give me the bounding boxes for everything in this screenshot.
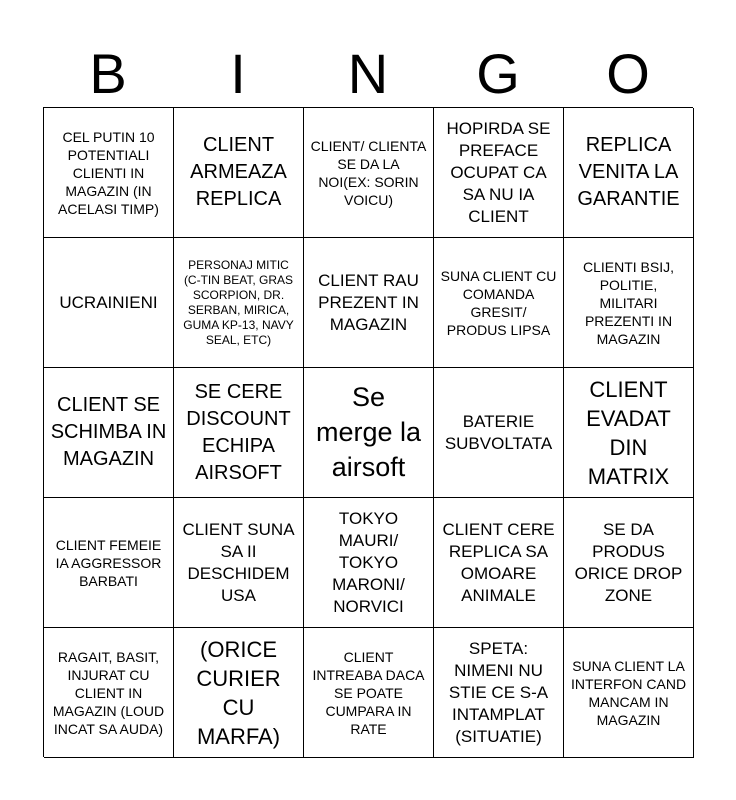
cell-text: CLIENT FEMEIE IA AGGRESSOR BARBATI bbox=[55, 536, 162, 589]
bingo-cell[interactable] bbox=[44, 628, 174, 758]
cell-text: SE CERE DISCOUNT ECHIPA AIRSOFT bbox=[186, 380, 291, 484]
cell-text: BATERIE SUBVOLTATA bbox=[444, 411, 553, 453]
bingo-header bbox=[43, 42, 693, 106]
cell-text: PERSONAJ MITIC (C-TIN BEAT, GRAS SCORPION, DR. SERBAN, MIRICA, GUMA KP-13, NAVY SEAL, ETC) bbox=[183, 257, 294, 347]
cell-text: CLIENT SE SCHIMBA IN MAGAZIN bbox=[50, 394, 167, 470]
cell-text: UCRAINIENI bbox=[59, 292, 158, 312]
cell-text: CLIENT/ CLIENTA SE DA LA NOI(EX: SORIN VOICU) bbox=[310, 137, 427, 208]
cell-text: SUNA CLIENT LA INTERFON CAND MANCAM IN MAGAZIN bbox=[570, 657, 687, 728]
bingo-cell[interactable] bbox=[304, 498, 434, 628]
bingo-cell[interactable] bbox=[44, 368, 174, 498]
bingo-cell[interactable] bbox=[304, 238, 434, 368]
bingo-cell[interactable] bbox=[564, 108, 694, 238]
cell-text: SPETA: NIMENI NU STIE CE S-A INTAMPLAT (SITUATIE) bbox=[448, 638, 549, 746]
bingo-cell[interactable] bbox=[304, 108, 434, 238]
bingo-cell[interactable] bbox=[174, 368, 304, 498]
bingo-cell[interactable] bbox=[174, 498, 304, 628]
cell-text: TOKYO MAURI/ TOKYO MARONI/ NORVICI bbox=[332, 508, 405, 616]
header-letter-g: G bbox=[476, 42, 520, 105]
bingo-cell[interactable] bbox=[174, 238, 304, 368]
header-letter-i: I bbox=[230, 42, 246, 105]
bingo-cell[interactable] bbox=[434, 498, 564, 628]
cell-text: Se merge la airsoft bbox=[315, 382, 422, 482]
cell-text: CLIENTI BSIJ, POLITIE, MILITARI PREZENTI IN MAGAZIN bbox=[582, 258, 675, 347]
cell-text: CLIENT CERE REPLICA SA OMOARE ANIMALE bbox=[442, 519, 555, 605]
cell-text: CLIENT INTREABA DACA SE POATE CUMPARA IN RATE bbox=[312, 648, 425, 737]
header-letter-n: N bbox=[347, 42, 389, 105]
cell-text: CLIENT EVADAT DIN MATRIX bbox=[586, 376, 671, 489]
cell-text: CLIENT SUNA SA II DESCHIDEM USA bbox=[182, 519, 295, 605]
cell-text: (ORICE CURIER CU MARFA) bbox=[196, 636, 281, 749]
cell-text: HOPIRDA SE PREFACE OCUPAT CA SA NU IA CLIENT bbox=[446, 118, 551, 226]
bingo-cell[interactable] bbox=[174, 628, 304, 758]
bingo-grid bbox=[43, 107, 693, 757]
bingo-cell[interactable] bbox=[44, 238, 174, 368]
header-letter-o: O bbox=[606, 42, 650, 105]
cell-text: CEL PUTIN 10 POTENTIALI CLIENTI IN MAGAZIN (IN ACELASI TIMP) bbox=[58, 128, 159, 217]
bingo-cell[interactable] bbox=[174, 108, 304, 238]
bingo-cell[interactable] bbox=[44, 498, 174, 628]
bingo-cell[interactable] bbox=[564, 238, 694, 368]
cell-text: SE DA PRODUS ORICE DROP ZONE bbox=[574, 519, 683, 605]
bingo-cell[interactable] bbox=[434, 238, 564, 368]
bingo-cell[interactable] bbox=[564, 498, 694, 628]
cell-text: REPLICA VENITA LA GARANTIE bbox=[577, 134, 680, 210]
bingo-cell[interactable] bbox=[44, 108, 174, 238]
header-letter-b: B bbox=[89, 42, 127, 105]
cell-text: CLIENT RAU PREZENT IN MAGAZIN bbox=[318, 270, 419, 334]
bingo-cell[interactable] bbox=[564, 628, 694, 758]
bingo-cell[interactable] bbox=[304, 368, 434, 498]
bingo-cell[interactable] bbox=[434, 368, 564, 498]
bingo-cell[interactable] bbox=[434, 628, 564, 758]
cell-text: RAGAIT, BASIT, INJURAT CU CLIENT IN MAGAZIN (LOUD INCAT SA AUDA) bbox=[52, 648, 165, 737]
cell-text: SUNA CLIENT CU COMANDA GRESIT/ PRODUS LIPSA bbox=[440, 267, 557, 338]
bingo-cell[interactable] bbox=[434, 108, 564, 238]
cell-text: CLIENT ARMEAZA REPLICA bbox=[190, 134, 287, 210]
bingo-cell[interactable] bbox=[564, 368, 694, 498]
bingo-cell[interactable] bbox=[304, 628, 434, 758]
